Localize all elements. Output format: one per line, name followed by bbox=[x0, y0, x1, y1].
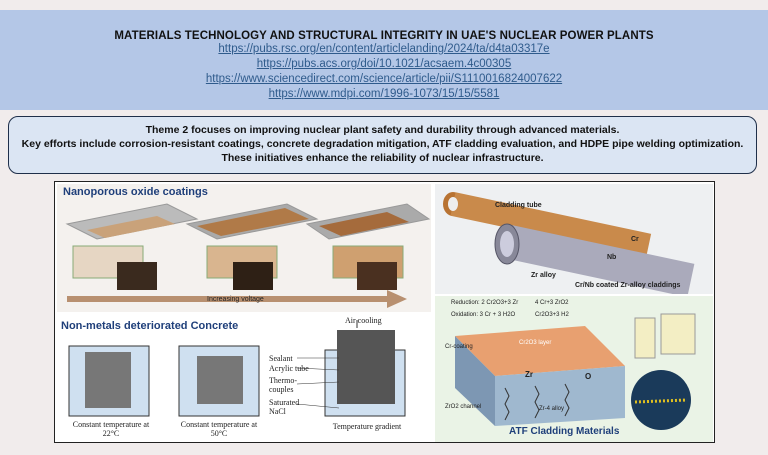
atf-title: ATF Cladding Materials bbox=[509, 426, 620, 437]
caption-50c: Constant temperature at 50°C bbox=[180, 420, 258, 438]
materials-figure bbox=[54, 181, 715, 443]
reference-link-3[interactable]: https://www.sciencedirect.com/science/article/pii/S1110016824007622 bbox=[205, 73, 563, 85]
cr-label: Cr bbox=[631, 236, 639, 243]
zr4-alloy-label: Zr-4 alloy bbox=[539, 406, 565, 412]
summary-box bbox=[8, 116, 757, 174]
cladding-illustration bbox=[435, 184, 713, 294]
header-banner bbox=[0, 10, 768, 110]
reduction-product: 4 Cr+3 ZrO2 bbox=[535, 300, 569, 306]
summary-line-1: Theme 2 focuses on improving nuclear plant safety and durability through advanced materials. bbox=[145, 124, 620, 136]
nb-label: Nb bbox=[607, 254, 617, 261]
cladding-tube-label: Cladding tube bbox=[495, 202, 542, 209]
acrylic-tube-label: Acrylic tube bbox=[269, 364, 309, 373]
zr-label: Zr bbox=[525, 370, 533, 379]
atf-panel bbox=[435, 296, 713, 442]
oxidation-label: Oxidation: 3 Cr + 3 H2O bbox=[451, 312, 516, 318]
reference-link-2[interactable]: https://pubs.acs.org/doi/10.1021/acsaem.4c00305 bbox=[256, 58, 512, 70]
saturated-nacl-label: Saturated NaCl bbox=[269, 398, 300, 416]
increasing-voltage-label: Increasing voltage bbox=[207, 296, 264, 303]
oxidation-product: Cr2O3+3 H2 bbox=[535, 312, 569, 318]
sealant-label: Sealant bbox=[269, 354, 293, 363]
caption-gradient: Temperature gradient bbox=[332, 422, 402, 431]
nanoporous-illustration bbox=[57, 184, 431, 312]
reduction-label: Reduction: 2 Cr2O3+3 Zr bbox=[451, 300, 519, 306]
cr2o3-layer-label: Cr2O3 layer bbox=[519, 340, 552, 346]
concrete-title: Non-metals deteriorated Concrete bbox=[61, 320, 239, 332]
summary-line-3: These initiatives enhance the reliability of nuclear infrastructure. bbox=[221, 152, 544, 164]
concrete-panel bbox=[57, 316, 431, 442]
zro2-channel-label: ZrO2 channel bbox=[445, 404, 482, 410]
air-cooling-label: Air cooling bbox=[345, 316, 382, 325]
cladding-panel bbox=[435, 184, 713, 294]
cr-coating-label: Cr-coating bbox=[445, 344, 473, 350]
page-title: MATERIALS TECHNOLOGY AND STRUCTURAL INTEGRITY IN UAE'S NUCLEAR POWER PLANTS bbox=[114, 30, 654, 42]
thermocouples-label: Thermo-couples bbox=[269, 376, 297, 394]
o-label: O bbox=[585, 372, 592, 381]
nanoporous-title: Nanoporous oxide coatings bbox=[63, 186, 208, 198]
reference-link-4[interactable]: https://www.mdpi.com/1996-1073/15/15/5581 bbox=[268, 88, 500, 100]
atf-illustration bbox=[435, 296, 713, 442]
cladding-caption: Cr/Nb coated Zr-alloy claddings bbox=[575, 282, 681, 289]
zr-alloy-label: Zr alloy bbox=[531, 272, 556, 279]
caption-22c: Constant temperature at 22°C bbox=[72, 420, 150, 438]
reference-link-1[interactable]: https://pubs.rsc.org/en/content/articlelanding/2024/ta/d4ta03317e bbox=[218, 43, 550, 55]
nanoporous-panel bbox=[57, 184, 431, 312]
summary-line-2: Key efforts include corrosion-resistant coatings, concrete degradation mitigation, ATF cladding evaluation, and HDPE pipe welding optimization. bbox=[21, 138, 744, 150]
